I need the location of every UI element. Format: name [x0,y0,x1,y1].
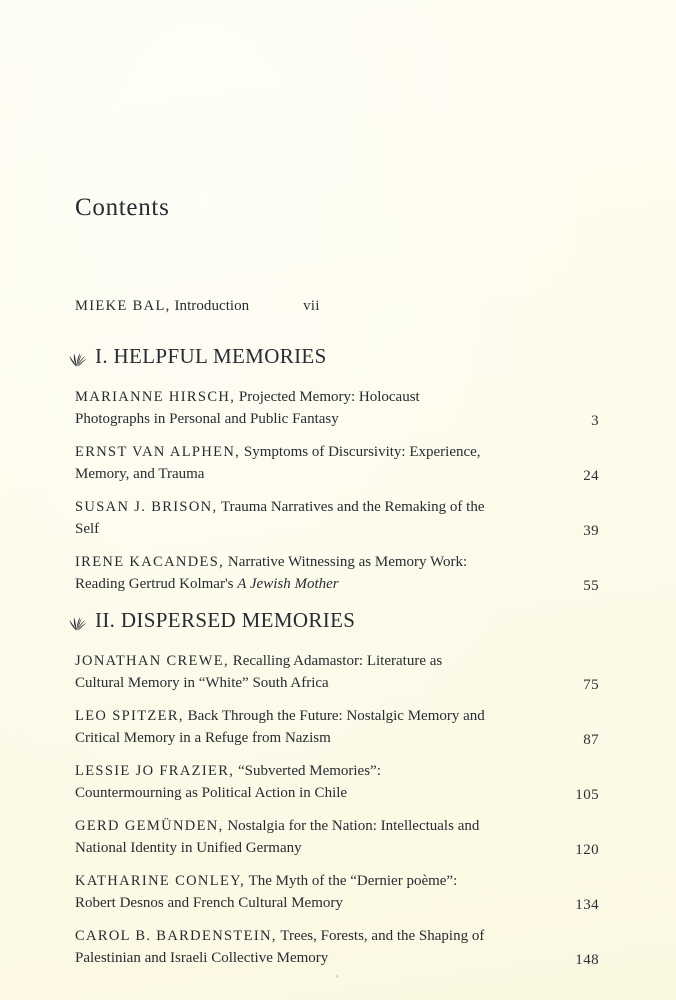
toc-entry-text [75,552,485,595]
toc-entry-author: GERD GEMÜNDEN, [75,818,224,834]
toc-entry [75,442,599,485]
toc-entry-page-number: 120 [575,842,599,858]
toc-entry-text [75,871,485,914]
toc-entry [75,651,599,694]
toc-entry-title: Narrative Witnessing as Memory Work: Reading Gertrud Kolmar's [75,554,468,592]
aldus-leaf-fleuron-icon [69,348,86,367]
toc-entry-author: JONATHAN CREWE, [75,653,229,669]
toc-entry-author: LEO SPITZER, [75,708,184,724]
toc-entry-text [75,497,485,540]
toc-entry-author: IRENE KACANDES, [75,554,225,570]
section-entry-list [75,387,599,595]
aldus-leaf-fleuron-icon [69,612,86,631]
section-dispersed-memories [75,608,599,981]
section-heading [69,608,580,633]
toc-entry-title: Nostalgia for the Nation: Intellectuals and National Identity in Unified Germany [75,818,480,856]
toc-entry-title: “Subverted Memories”: Countermourning as Political Action in Chile [75,763,381,801]
toc-entry-page-number: 24 [583,468,599,484]
section-entry-list [75,651,599,969]
paper-speck [336,975,338,978]
toc-entry-title: Recalling Adamastor: Literature as Cultural Memory in “White” South Africa [75,653,443,691]
front-matter-page-number: vii [303,298,320,314]
toc-entry-author: CAROL B. BARDENSTEIN, [75,928,277,944]
toc-entry-page-number: 87 [583,732,599,748]
toc-entry-title: Trauma Narratives and the Remaking of the Self [75,499,485,537]
toc-entry-title: Projected Memory: Holocaust Photographs in Personal and Public Fantasy [75,389,420,427]
section-heading [69,344,580,369]
toc-entry-text [75,706,485,749]
toc-entry-text [75,926,485,969]
toc-entry-author: KATHARINE CONLEY, [75,873,246,889]
toc-entry [75,761,599,804]
toc-entry-title: Back Through the Future: Nostalgic Memory and Critical Memory in a Refuge from Nazism [75,708,485,746]
toc-entry [75,926,599,969]
toc-entry [75,552,599,595]
toc-entry-author: SUSAN J. BRISON, [75,499,218,515]
front-matter-title: Introduction [174,298,250,314]
section-label: II. DISPERSED MEMORIES [95,608,356,632]
toc-entry [75,706,599,749]
page-title: Contents [75,194,170,221]
toc-entry [75,497,599,540]
toc-entry-text [75,442,485,485]
front-matter-entry [75,297,580,315]
toc-entry-title: Symptoms of Discursivity: Experience, Memory, and Trauma [75,444,481,482]
toc-entry-page-number: 148 [575,952,599,968]
toc-entry-author: MARIANNE HIRSCH, [75,389,236,405]
section-label: I. HELPFUL MEMORIES [95,344,327,368]
front-matter-author: MIEKE BAL, [75,298,171,314]
toc-entry-page-number: 55 [583,578,599,594]
toc-entry-page-number: 39 [583,523,599,539]
section-helpful-memories [75,344,599,607]
toc-entry-page-number: 134 [575,897,599,913]
toc-entry [75,387,599,430]
toc-entry-title: Trees, Forests, and the Shaping of Palestinian and Israeli Collective Memory [75,928,485,966]
toc-entry-text [75,387,485,430]
toc-entry-page-number: 3 [591,413,599,429]
toc-entry-title: The Myth of the “Dernier poème”: Robert Desnos and French Cultural Memory [75,873,458,911]
toc-entry-author: LESSIE JO FRAZIER, [75,763,235,779]
toc-entry-author: ERNST VAN ALPHEN, [75,444,241,460]
toc-entry [75,871,599,914]
toc-entry [75,816,599,859]
toc-entry-text [75,761,485,804]
toc-entry-text [75,816,485,859]
toc-entry-text [75,651,485,694]
toc-entry-title-italic: A Jewish Mother [237,575,339,592]
toc-entry-page-number: 75 [583,677,599,693]
toc-entry-page-number: 105 [575,787,599,803]
